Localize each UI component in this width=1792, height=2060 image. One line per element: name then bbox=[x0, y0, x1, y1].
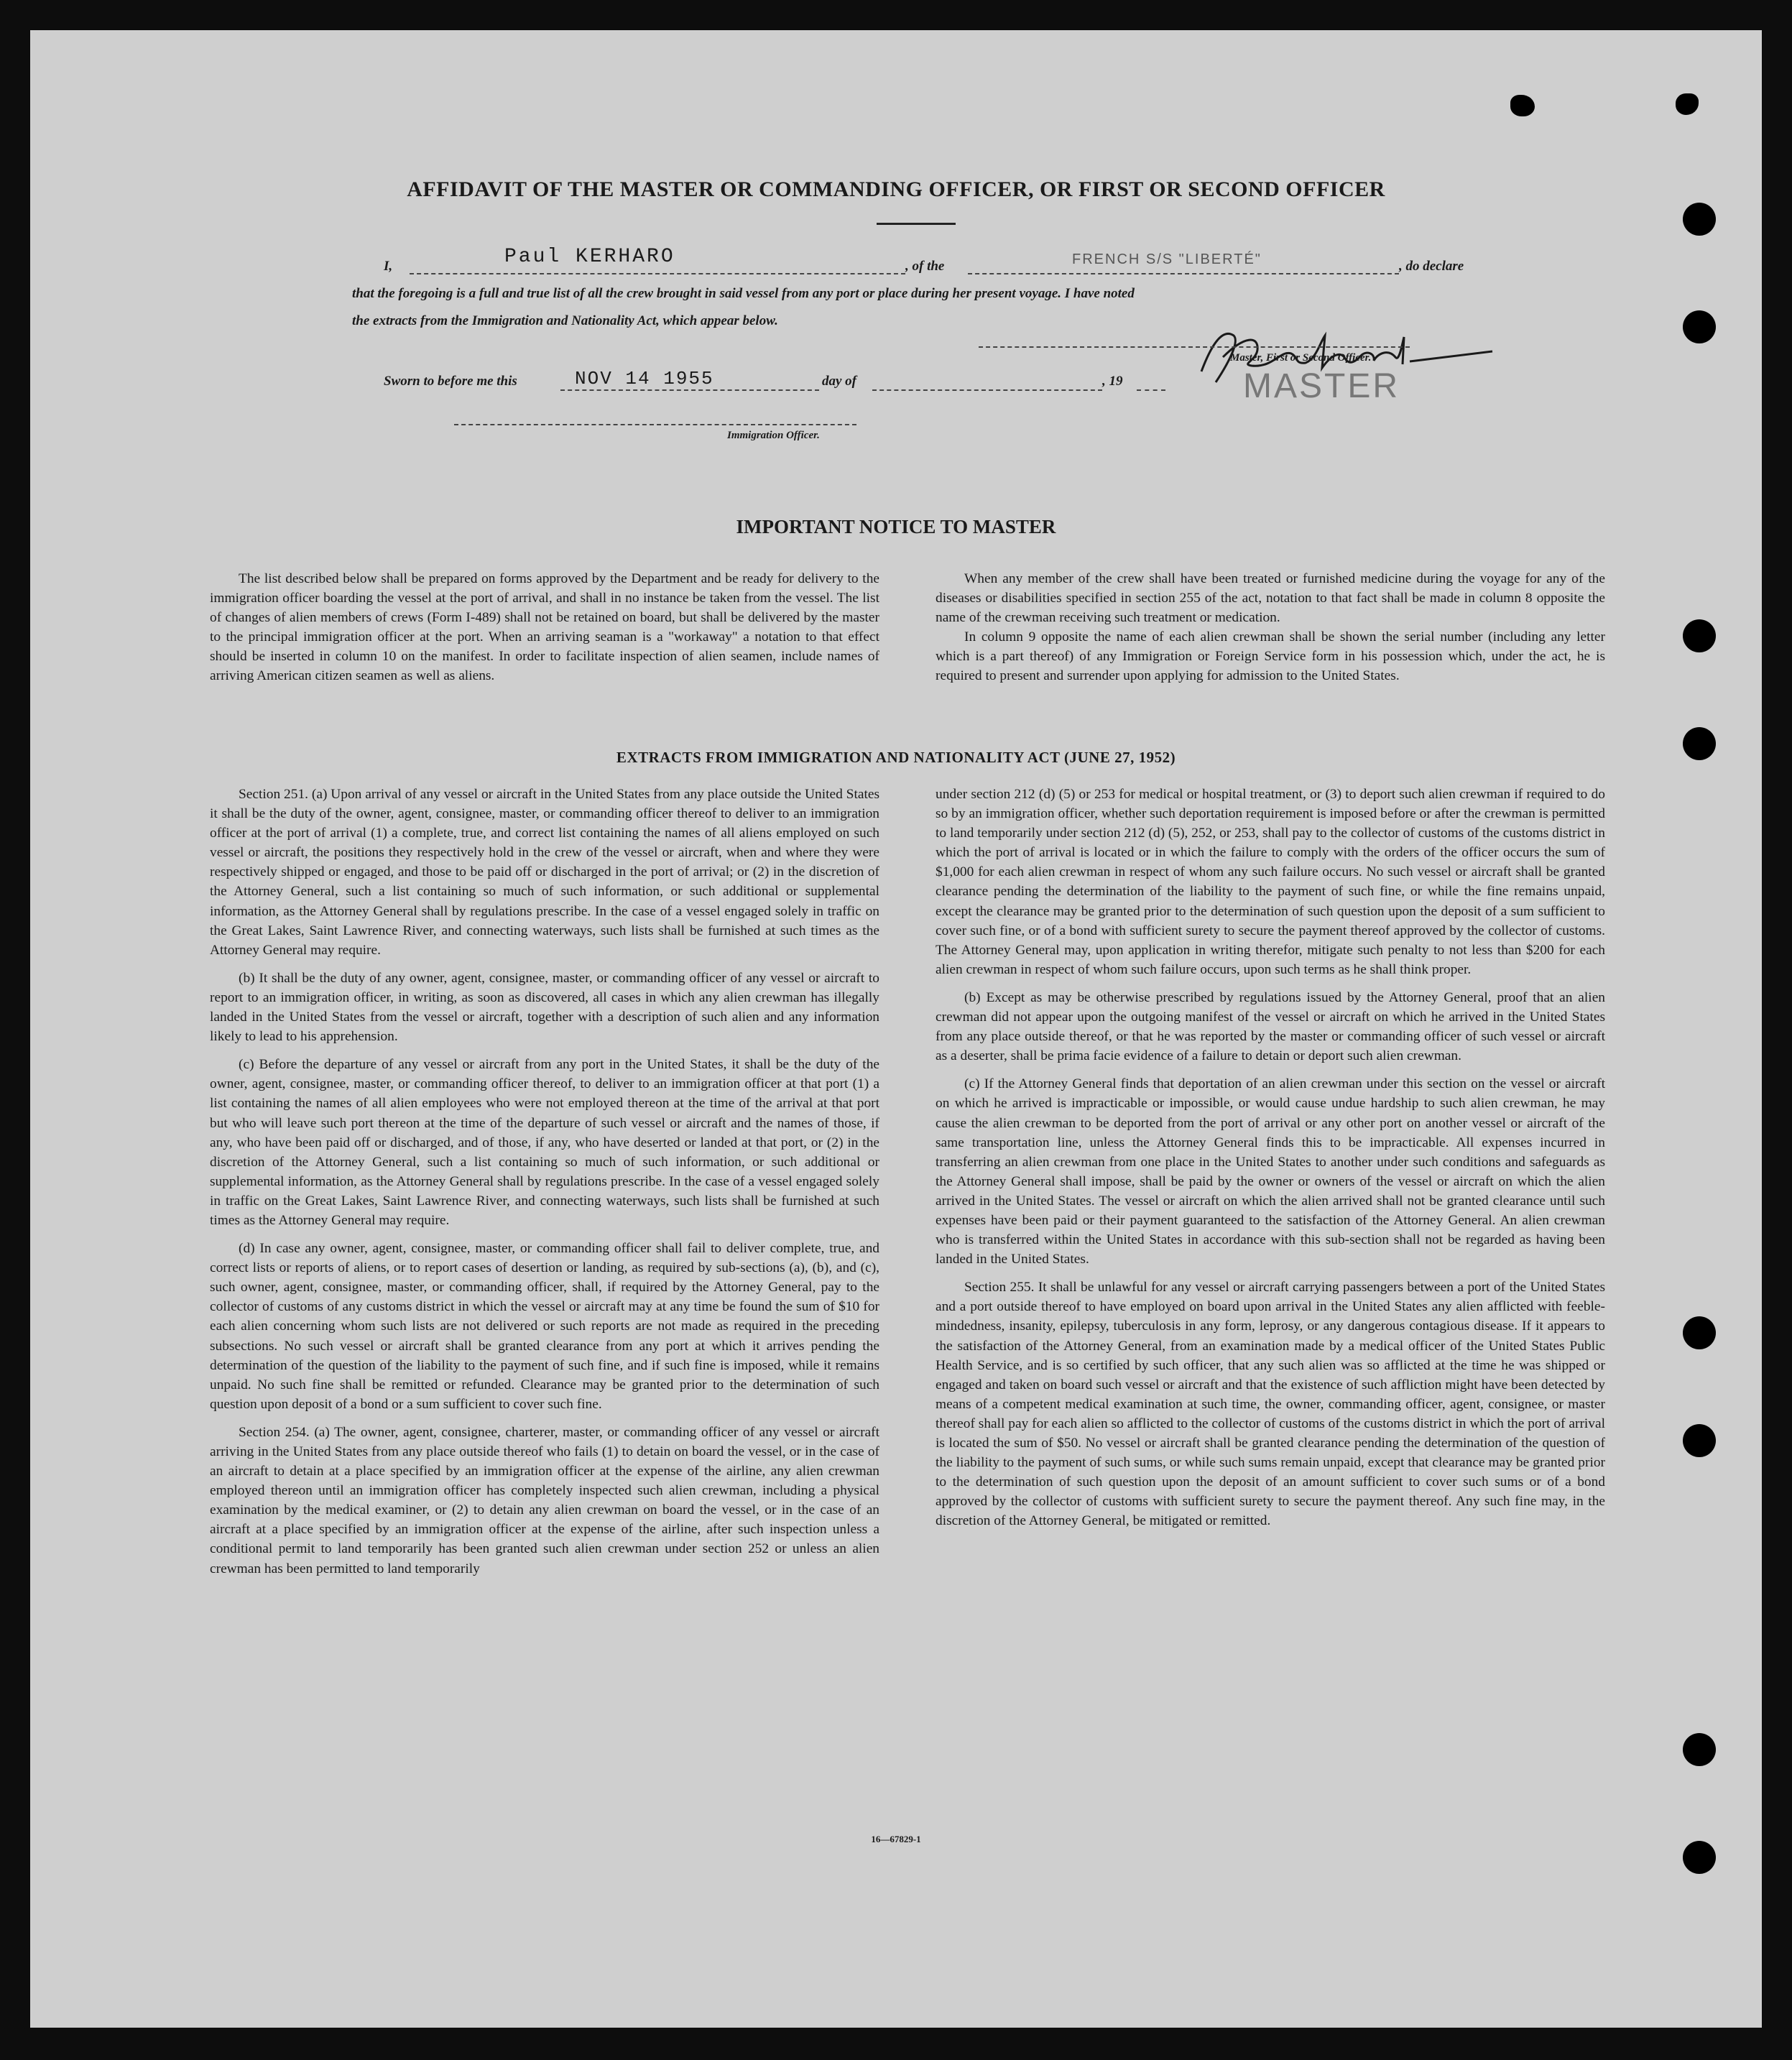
signature-caption: Master, First or Second Officer. bbox=[1230, 352, 1372, 364]
name-line bbox=[410, 273, 905, 274]
officer-caption: Immigration Officer. bbox=[727, 430, 820, 441]
sworn-date: NOV 14 1955 bbox=[575, 368, 714, 389]
section-251-c: (c) Before the departure of any vessel or aircraft from any port in the United States, it shall be the duty of the owner, agent, consignee, master, or commanding officer thereof, to deliver to an immigration officer at that port (1) a list containing the names of all alien employees who were not employed thereon at the time of the arrival at that port but who will leave such port thereon at the time of the departure of such vessel or aircraft and the names of those, if any, who have been paid off or discharged, and of those, if any, who have deserted or landed at that port, or (2) in the discretion of the Attorney General, such a list containing so much of such information, or such additional or supplemental information, as the Attorney General shall by regulations prescribe. In the case of a vessel engaged solely in traffic on the Great Lakes, Saint Lawrence River, and connecting waterways, such lists shall be furnished at such times as the Attorney General may require. bbox=[210, 1057, 879, 1228]
paper-damage-mark bbox=[1510, 95, 1535, 116]
year-line bbox=[1137, 389, 1165, 391]
punch-hole bbox=[1683, 619, 1716, 652]
officer-line bbox=[454, 424, 856, 425]
vessel-name: FRENCH S/S "LIBERTÉ" bbox=[1072, 251, 1262, 267]
section-255: Section 255. It shall be unlawful for any vessel or aircraft carrying passengers between a port of the United States and a port outside thereof to have employed on board upon arrival in the United States any alien afflicted with feeble-mindedness, insanity, epilepsy, tuberculosis in any form, leprosy, or any dangerous contagious disease. If it appears to the satisfaction of the Attorney General, from an examination made by a medical officer of the United States Public Health Service, and is so certified by such officer, that any such alien was so afflicted at the time he was shipped or engaged and taken on board such vessel or aircraft and that the existence of such affliction might have been detected by means of a competent medical examination at such time, the owner, commanding officer, agent, consignee, or master thereof shall pay for each alien so afflicted to the collector of customs of the customs district in which the port of arrival is located the sum of $50. No vessel or aircraft shall be granted clearance pending the determination of the question of the liability to the payment of such sums, or while such sums remain unpaid, except that clearance may be granted prior to the determination of such question upon the deposit of an amount sufficient to cover such sums or of a bond approved by the collector of customs with sufficient surety to secure the payment thereof. Any such fine may, in the discretion of the Attorney General, be mitigated or remitted. bbox=[936, 1280, 1605, 1529]
notice-title: IMPORTANT NOTICE TO MASTER bbox=[736, 516, 1056, 537]
punch-hole bbox=[1683, 1316, 1716, 1349]
extracts-left-column bbox=[210, 785, 879, 1587]
i-label: I, bbox=[384, 259, 393, 274]
punch-hole bbox=[1683, 310, 1716, 343]
month-line bbox=[872, 389, 1102, 391]
sworn-label: Sworn to before me this bbox=[384, 374, 517, 389]
year-label: , 19 bbox=[1102, 374, 1123, 389]
declaration-line-2: the extracts from the Immigration and Nationality Act, which appear below. bbox=[352, 313, 778, 328]
day-of-label: day of bbox=[822, 374, 857, 389]
form-code: 16—67829-1 bbox=[871, 1834, 921, 1844]
section-254-a-cont: under section 212 (d) (5) or 253 for medical or hospital treatment, or (3) to deport such alien crewman if required to do so by an immigration officer, whether such deportation requirement is imposed before or after the crewman is permitted to land temporarily under section 212 (d) (5), 252, or 253, shall pay to the collector of customs of the customs district in which the port of arrival is located or in which the failure to comply with the orders of the officer occurs the sum of $1,000 for each alien crewman in respect of whom any such failure occurs. No such vessel or aircraft shall be granted clearance pending the determination of the liability to the payment of such fine, or while the fine remains unpaid, except the clearance may be granted prior to the determination of such question upon the deposit of a sum sufficient to cover such fine, or of a bond with sufficient surety to secure the payment thereof approved by the collector of customs. The Attorney General may, upon application in writing therefor, mitigate such penalty to not less than $200 for each alien crewman in respect of whom such failure occurs, upon such terms as he shall think proper. bbox=[936, 787, 1605, 977]
title-rule bbox=[877, 223, 956, 225]
punch-hole bbox=[1683, 727, 1716, 760]
do-declare-label: , do declare bbox=[1399, 259, 1464, 274]
document-page bbox=[30, 30, 1762, 2028]
master-stamp: MASTER bbox=[1243, 367, 1400, 405]
sworn-date-line bbox=[560, 389, 819, 391]
declarant-name: Paul KERHARO bbox=[504, 246, 675, 268]
notice-left-column bbox=[210, 569, 879, 695]
notice-right-para-2: In column 9 opposite the name of each alien crewman shall be shown the serial number (including any letter which is a part thereof) of any Immigration or Foreign Service form in his possession which, under the act, he is required to present and surrender upon applying for admission to the United States. bbox=[936, 629, 1605, 684]
section-254-c: (c) If the Attorney General finds that deportation of an alien crewman under this section on the vessel or aircraft on which he arrived is impracticable or impossible, or would cause undue hardship to such alien crewman, he may cause the alien crewman to be deported from the port of arrival or any other port on another vessel or aircraft of the same transportation line, unless the Attorney General finds this to be impracticable. All expenses incurred in transferring an alien crewman from one place in the United States to another under such conditions and safeguards as the Attorney General shall impose, shall be paid by the owner or owners of the vessel or aircraft on which the alien arrived in the United States. The vessel or aircraft on which the alien arrived shall not be granted clearance until such expenses have been paid or their payment guaranteed to the satisfaction of the Attorney General. An alien crewman who is transferred within the United States in accordance with this sub-section shall not be regarded as having been landed in the United States. bbox=[936, 1076, 1605, 1267]
extracts-right-column bbox=[936, 785, 1605, 1539]
punch-hole bbox=[1683, 1424, 1716, 1457]
vessel-line bbox=[968, 273, 1399, 274]
section-254-a: Section 254. (a) The owner, agent, consignee, charterer, master, or commanding officer of any vessel or aircraft arriving in the United States from any place outside thereof who fails (1) to detain on board the vessel, or in the case of an aircraft to detain at a place specified by an immigration officer at the expense of the airline, any alien crewman employed thereon until an immigration officer has completely inspected such alien crewman, including a physical examination by the medical examiner, or (2) to detain any alien crewman on board the vessel, or in the case of an aircraft at a place specified by an immigration officer at the expense of the airline, after such inspection unless a conditional permit to land temporarily has been granted such alien crewman under section 252 or unless an alien crewman has been permitted to land temporarily bbox=[210, 1424, 879, 1576]
of-the-label: , of the bbox=[905, 259, 945, 274]
paper-damage-mark bbox=[1676, 93, 1699, 115]
section-254-b: (b) Except as may be otherwise prescribed by regulations issued by the Attorney General, proof that an alien crewman did not appear upon the outgoing manifest of the vessel or aircraft on which he arrived in the United States from any place outside thereof, or that he was reported by the master or commanding officer of such vessel or aircraft as a deserter, shall be prima facie evidence of a failure to detain or deport such alien crewman. bbox=[936, 989, 1605, 1064]
section-251-d: (d) In case any owner, agent, consignee, master, or commanding officer shall fail to deliver complete, true, and correct lists or reports of aliens, or to report cases of desertion or landing, as required by sub-sections (a), (b), and (c), such owner, agent, consignee, master, or commanding officer, shall, if required by the Attorney General, pay to the collector of customs of any customs district in which the vessel or aircraft may at any time be found the sum of $10 for each alien concerning whom such lists are not delivered or such reports are not made as required in the preceding subsections. No such vessel or aircraft shall be granted clearance from any port at which it arrives pending the determination of the question of the liability to the payment of such fine, and if such fine is imposed, while it remains unpaid. No such fine shall be remitted or refunded. Clearance may be granted prior to the determination of such question upon deposit of a bond or a sum sufficient to cover such fine. bbox=[210, 1241, 879, 1412]
punch-hole bbox=[1683, 1841, 1716, 1874]
punch-hole bbox=[1683, 203, 1716, 236]
affidavit-title: AFFIDAVIT OF THE MASTER OR COMMANDING OFFICER, OR FIRST OR SECOND OFFICER bbox=[407, 177, 1385, 201]
notice-right-column bbox=[936, 569, 1605, 695]
section-251-a: Section 251. (a) Upon arrival of any vessel or aircraft in the United States from any place outside the United States it shall be the duty of the owner, agent, consignee, master, or commanding officer thereof to deliver to an immigration officer at the port of arrival (1) a complete, true, and correct list containing the names of all aliens employed on such vessel or aircraft, the positions they respectively hold in the crew of the vessel or aircraft, when and where they were respectively shipped or engaged, and those to be paid off or discharged in the port of arrival; or (2) in the discretion of the Attorney General, such a list containing so much of such information, or such additional or supplemental information, as the Attorney General shall by regulations prescribe. In the case of a vessel engaged solely in traffic on the Great Lakes, Saint Lawrence River, and connecting waterways, such lists shall be furnished at such times as the Attorney General may require. bbox=[210, 787, 879, 958]
signature-line bbox=[979, 346, 1410, 348]
notice-right-para-1: When any member of the crew shall have been treated or furnished medicine during the voyage for any of the diseases or disabilities specified in section 255 of the act, notation to that fact shall be made in column 8 opposite the name of the crewman receiving such treatment or medication. bbox=[936, 571, 1605, 626]
section-251-b: (b) It shall be the duty of any owner, agent, consignee, master, or commanding officer of any vessel or aircraft to report to an immigration officer, in writing, as soon as discovered, all cases in which any alien crewman has illegally landed in the United States from the vessel or aircraft, together with a description of such alien and any information likely to lead to his apprehension. bbox=[210, 970, 879, 1045]
declaration-line-1: that the foregoing is a full and true list of all the crew brought in said vessel from any port or place during her present voyage. I have noted bbox=[352, 286, 1135, 301]
extracts-title: EXTRACTS FROM IMMIGRATION AND NATIONALITY ACT (JUNE 27, 1952) bbox=[616, 749, 1176, 766]
punch-hole bbox=[1683, 1733, 1716, 1766]
notice-left-para: The list described below shall be prepared on forms approved by the Department and be ready for delivery to the immigration officer boarding the vessel at the port of arrival, and shall in no instance be taken from the vessel. The list of changes of alien members of crews (Form I-489) shall not be retained on board, but shall be delivered by the master to the principal immigration officer at the port. When an arriving seaman is a "workaway" a notation to that effect should be inserted in column 10 on the manifest. In order to facilitate inspection of alien seamen, include names of arriving American citizen seamen as well as aliens. bbox=[210, 571, 879, 684]
